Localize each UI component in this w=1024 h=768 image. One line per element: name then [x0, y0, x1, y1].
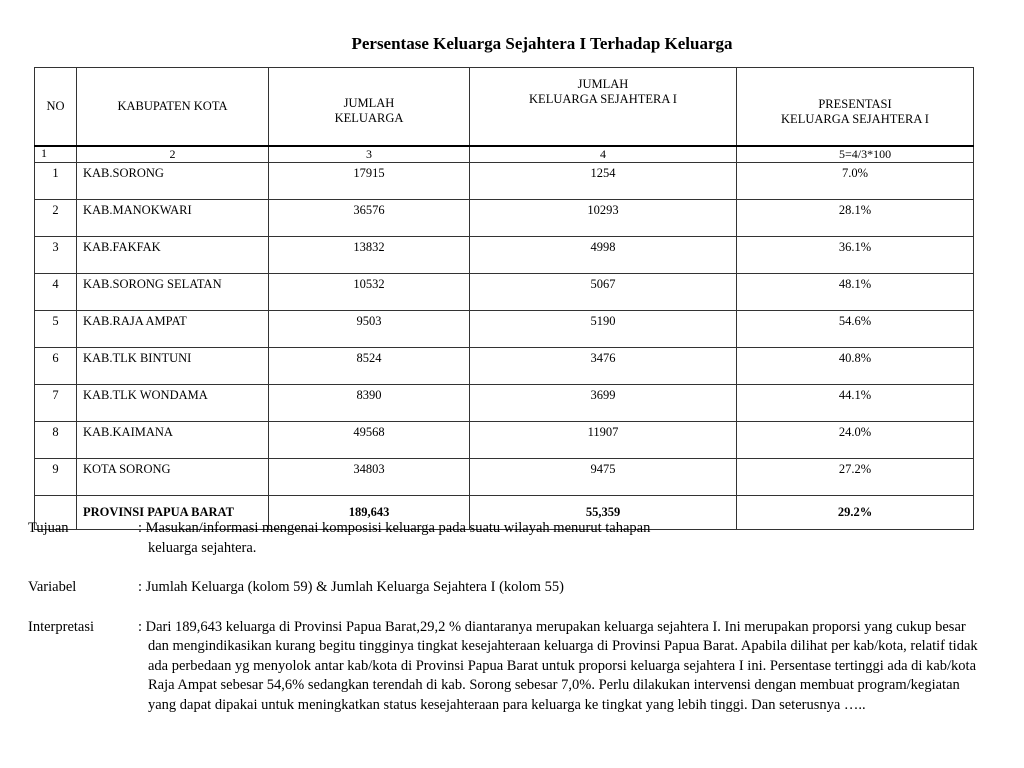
table-row	[35, 422, 974, 459]
header-ks1-line1: JUMLAH	[577, 77, 629, 91]
row-no: 2	[35, 200, 77, 237]
row-jumlah: 49568	[269, 422, 470, 459]
row-no: 8	[35, 422, 77, 459]
row-pct: 44.1%	[737, 385, 974, 422]
column-index-row	[35, 146, 974, 163]
table-row	[35, 200, 974, 237]
table-row	[35, 385, 974, 422]
total-jumlah: 189,643	[269, 496, 470, 530]
note-variabel	[28, 578, 1008, 598]
row-ks1: 5190	[470, 311, 737, 348]
table-row	[35, 274, 974, 311]
total-pct: 29.2%	[737, 496, 974, 530]
row-jumlah: 9503	[269, 311, 470, 348]
row-ks1: 3476	[470, 348, 737, 385]
row-ks1: 10293	[470, 200, 737, 237]
row-no: 3	[35, 237, 77, 274]
row-ks1: 3699	[470, 385, 737, 422]
table-row	[35, 348, 974, 385]
row-no: 4	[35, 274, 77, 311]
note-text: : Masukan/informasi mengenai komposisi keluarga pada suatu wilayah menurut tahapan keluarga sejahtera.	[138, 520, 651, 556]
header-presentasi	[737, 68, 974, 147]
column-index: 1	[35, 146, 77, 163]
note-text: : Jumlah Keluarga (kolom 59) & Jumlah Keluarga Sejahtera I (kolom 55)	[138, 579, 564, 595]
row-pct: 48.1%	[737, 274, 974, 311]
row-kabupaten: KAB.TLK WONDAMA	[77, 385, 269, 422]
note-label: Tujuan	[28, 520, 69, 536]
note-label: Interpretasi	[28, 618, 95, 635]
header-keluarga-sejahtera	[470, 68, 737, 147]
row-pct: 36.1%	[737, 237, 974, 274]
table-row	[35, 237, 974, 274]
row-jumlah: 10532	[269, 274, 470, 311]
row-kabupaten: KAB.MANOKWARI	[77, 200, 269, 237]
column-index: 5=4/3*100	[737, 146, 974, 163]
total-label: PROVINSI PAPUA BARAT	[77, 496, 269, 530]
row-ks1: 9475	[470, 459, 737, 496]
table-header-row	[35, 68, 974, 147]
table-row	[35, 311, 974, 348]
row-pct: 24.0%	[737, 422, 974, 459]
row-jumlah: 8524	[269, 348, 470, 385]
header-no: NO	[35, 68, 77, 147]
row-kabupaten: KAB.FAKFAK	[77, 237, 269, 274]
row-no: 9	[35, 459, 77, 496]
row-pct: 7.0%	[737, 163, 974, 200]
column-index: 4	[470, 146, 737, 163]
header-pct-line2: KELUARGA SEJAHTERA I	[781, 111, 929, 126]
row-jumlah: 8390	[269, 385, 470, 422]
row-kabupaten: KAB.KAIMANA	[77, 422, 269, 459]
row-no: 5	[35, 311, 77, 348]
row-ks1: 11907	[470, 422, 737, 459]
row-kabupaten: KAB.RAJA AMPAT	[77, 311, 269, 348]
row-pct: 27.2%	[737, 459, 974, 496]
notes-section	[28, 519, 1008, 735]
row-jumlah: 13832	[269, 237, 470, 274]
header-pct-line1: PRESENTASI	[818, 96, 892, 111]
note-tujuan	[28, 519, 1008, 558]
row-ks1: 5067	[470, 274, 737, 311]
table-row	[35, 459, 974, 496]
row-no: 1	[35, 163, 77, 200]
row-kabupaten: KOTA SORONG	[77, 459, 269, 496]
total-ks1: 55,359	[470, 496, 737, 530]
row-jumlah: 17915	[269, 163, 470, 200]
row-ks1: 4998	[470, 237, 737, 274]
note-text: : Dari 189,643 keluarga di Provinsi Papua Barat,29,2 % diantaranya merupakan keluarga sejahtera I. Ini merupakan proporsi yang cukup besar dan mengindikasikan kurang begitu tingginya tingkat kesejahteraan keluarga di Provinsi Papua Barat. Apabila dilihat per kab/kota, relatif tidak ada perbedaan yg menyolok antar kab/kota di Provinsi Papua Barat untuk proporsi keluarga sejahtera I ini. Persentase tertinggi ada di kab/kota Raja Ampat sebesar 54,6% sedangkan terendah di kab. Sorong sebesar 7,0%. Perlu dilakukan intervensi dengan membuat program/kegiatan yang dapat dipakai untuk meningkatkan status kesejahteraan para keluarga ke tingkat yang lebih tinggi. Dan seterusnya …..	[138, 618, 978, 713]
column-index: 3	[269, 146, 470, 163]
row-kabupaten: KAB.TLK BINTUNI	[77, 348, 269, 385]
row-ks1: 1254	[470, 163, 737, 200]
column-index: 2	[77, 146, 269, 163]
header-jumlah-line1: JUMLAH	[343, 95, 395, 110]
row-pct: 40.8%	[737, 348, 974, 385]
family-welfare-table	[34, 67, 974, 530]
note-label: Variabel	[28, 579, 77, 595]
row-pct: 28.1%	[737, 200, 974, 237]
table-row	[35, 163, 974, 200]
header-jumlah-keluarga	[269, 68, 470, 147]
row-jumlah: 34803	[269, 459, 470, 496]
row-jumlah: 36576	[269, 200, 470, 237]
row-kabupaten: KAB.SORONG SELATAN	[77, 274, 269, 311]
row-no: 6	[35, 348, 77, 385]
row-pct: 54.6%	[737, 311, 974, 348]
header-jumlah-line2: KELUARGA	[334, 110, 404, 125]
header-ks1-line2: KELUARGA SEJAHTERA I	[529, 92, 677, 106]
note-interpretasi	[28, 618, 1008, 716]
header-kabupaten: KABUPATEN KOTA	[77, 68, 269, 147]
page-title: Persentase Keluarga Sejahtera I Terhadap Keluarga	[351, 34, 733, 53]
row-no: 7	[35, 385, 77, 422]
row-kabupaten: KAB.SORONG	[77, 163, 269, 200]
